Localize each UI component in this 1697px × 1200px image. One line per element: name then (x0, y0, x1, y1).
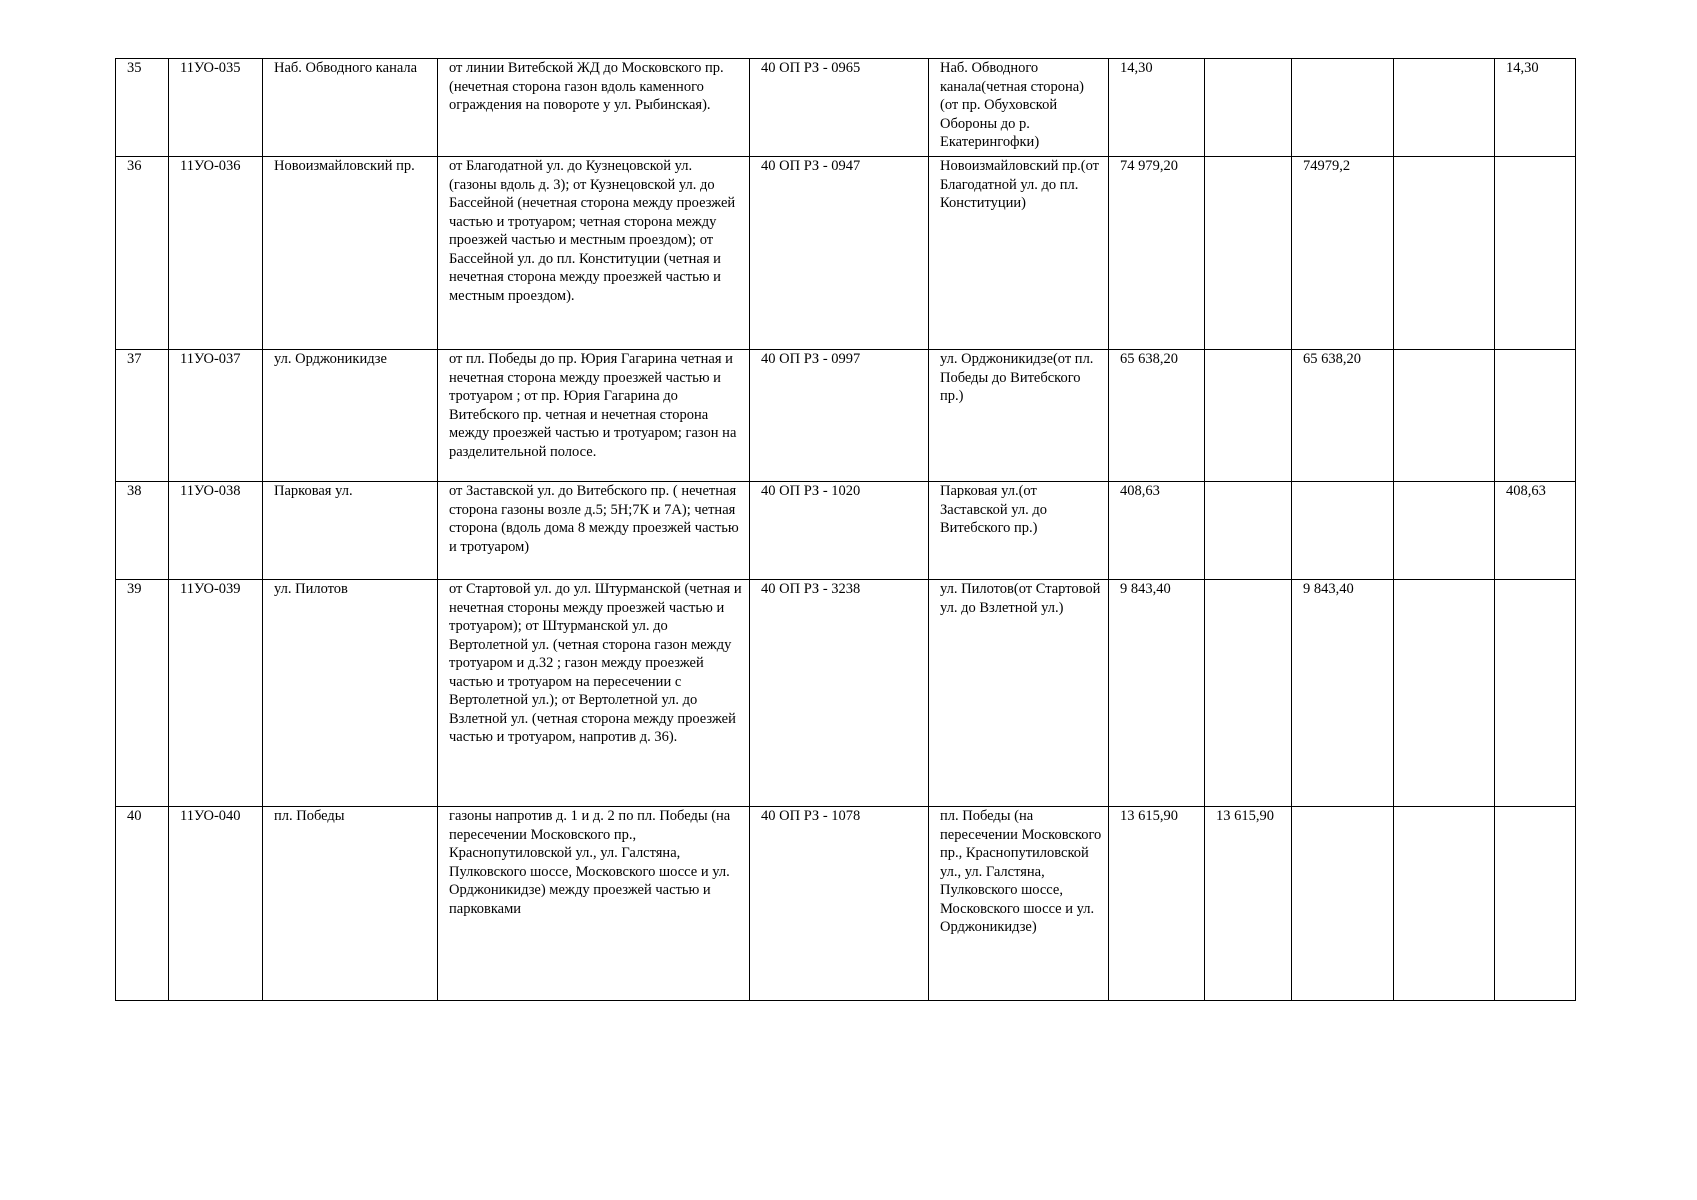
road-id: 40 ОП РЗ - 0997 (750, 350, 929, 482)
table-row (116, 350, 1576, 482)
area-col-10 (1495, 580, 1576, 807)
object-description: от Стартовой ул. до ул. Штурманской (четная и нечетная стороны между проезжей частью и тротуаром); от Штурманской ул. до Вертолетной ул. (четная сторона газон между тротуаром и д.32 ; газон между проезжей частью и тротуаром на пересечении с Вертолетной ул.); от Вертолетной ул. до Взлетной ул. (четная сторона между проезжей частью и тротуаром, напротив д. 36). (438, 580, 750, 807)
object-name: пл. Победы (263, 807, 438, 1001)
object-name: ул. Пилотов (263, 580, 438, 807)
road-section: Парковая ул.(от Заставской ул. до Витебского пр.) (929, 482, 1109, 580)
object-code: 11УО-036 (169, 157, 263, 350)
object-code: 11УО-039 (169, 580, 263, 807)
area-col-9 (1394, 157, 1495, 350)
table-row (116, 157, 1576, 350)
area-col-8 (1292, 807, 1394, 1001)
area-col-10 (1495, 807, 1576, 1001)
area-col-9 (1394, 580, 1495, 807)
road-id: 40 ОП РЗ - 3238 (750, 580, 929, 807)
row-number: 39 (116, 580, 169, 807)
table-row (116, 59, 1576, 157)
area-col-8: 9 843,40 (1292, 580, 1394, 807)
area-col-9 (1394, 482, 1495, 580)
total-area: 65 638,20 (1109, 350, 1205, 482)
road-id: 40 ОП РЗ - 1020 (750, 482, 929, 580)
total-area: 14,30 (1109, 59, 1205, 157)
area-col-7 (1205, 482, 1292, 580)
road-id: 40 ОП РЗ - 0965 (750, 59, 929, 157)
road-section: пл. Победы (на пересечении Московского пр., Краснопутиловской ул., ул. Галстяна, Пулковского шоссе, Московского шоссе и ул. Орджоникидзе) (929, 807, 1109, 1001)
object-name: Наб. Обводного канала (263, 59, 438, 157)
area-col-7 (1205, 350, 1292, 482)
area-col-9 (1394, 350, 1495, 482)
area-col-7 (1205, 157, 1292, 350)
object-name: ул. Орджоникидзе (263, 350, 438, 482)
area-col-7 (1205, 59, 1292, 157)
table-row (116, 482, 1576, 580)
area-col-7: 13 615,90 (1205, 807, 1292, 1001)
row-number: 38 (116, 482, 169, 580)
object-code: 11УО-035 (169, 59, 263, 157)
object-description: от Заставской ул. до Витебского пр. ( нечетная сторона газоны возле д.5; 5Н;7К и 7А); четная сторона (вдоль дома 8 между проезжей частью и тротуаром) (438, 482, 750, 580)
total-area: 74 979,20 (1109, 157, 1205, 350)
table-row (116, 580, 1576, 807)
total-area: 408,63 (1109, 482, 1205, 580)
road-id: 40 ОП РЗ - 1078 (750, 807, 929, 1001)
road-section: ул. Орджоникидзе(от пл. Победы до Витебского пр.) (929, 350, 1109, 482)
road-section: Наб. Обводного канала(четная сторона) (от пр. Обуховской Обороны до р. Екатерингофки) (929, 59, 1109, 157)
object-description: газоны напротив д. 1 и д. 2 по пл. Победы (на пересечении Московского пр., Краснопутиловской ул., ул. Галстяна, Пулковского шоссе, Московского шоссе и ул. Орджоникидзе) между проезжей частью и парковками (438, 807, 750, 1001)
area-col-7 (1205, 580, 1292, 807)
area-col-8 (1292, 482, 1394, 580)
object-description: от линии Витебской ЖД до Московского пр. (нечетная сторона газон вдоль каменного ограждения на повороте у ул. Рыбинская). (438, 59, 750, 157)
area-col-8: 65 638,20 (1292, 350, 1394, 482)
area-col-10 (1495, 157, 1576, 350)
object-code: 11УО-040 (169, 807, 263, 1001)
object-description: от Благодатной ул. до Кузнецовской ул. (газоны вдоль д. 3); от Кузнецовской ул. до Бассейной (нечетная сторона между проезжей частью и тротуаром; четная сторона между проезжей частью и местным проездом); от Бассейной ул. до пл. Конституции (четная и нечетная сторона между проезжей частью и местным проездом). (438, 157, 750, 350)
object-code: 11УО-037 (169, 350, 263, 482)
total-area: 9 843,40 (1109, 580, 1205, 807)
total-area: 13 615,90 (1109, 807, 1205, 1001)
row-number: 35 (116, 59, 169, 157)
table-row (116, 807, 1576, 1001)
row-number: 37 (116, 350, 169, 482)
row-number: 40 (116, 807, 169, 1001)
area-col-8: 74979,2 (1292, 157, 1394, 350)
area-col-10: 408,63 (1495, 482, 1576, 580)
green-areas-table (115, 58, 1576, 1001)
road-id: 40 ОП РЗ - 0947 (750, 157, 929, 350)
object-name: Новоизмайловский пр. (263, 157, 438, 350)
area-col-9 (1394, 59, 1495, 157)
object-name: Парковая ул. (263, 482, 438, 580)
road-section: ул. Пилотов(от Стартовой ул. до Взлетной ул.) (929, 580, 1109, 807)
area-col-8 (1292, 59, 1394, 157)
object-description: от пл. Победы до пр. Юрия Гагарина четная и нечетная сторона между проезжей частью и тротуаром ; от пр. Юрия Гагарина до Витебского пр. четная и нечетная сторона между проезжей частью и тротуаром; газон на разделительной полосе. (438, 350, 750, 482)
area-col-10: 14,30 (1495, 59, 1576, 157)
road-section: Новоизмайловский пр.(от Благодатной ул. до пл. Конституции) (929, 157, 1109, 350)
row-number: 36 (116, 157, 169, 350)
area-col-9 (1394, 807, 1495, 1001)
area-col-10 (1495, 350, 1576, 482)
object-code: 11УО-038 (169, 482, 263, 580)
